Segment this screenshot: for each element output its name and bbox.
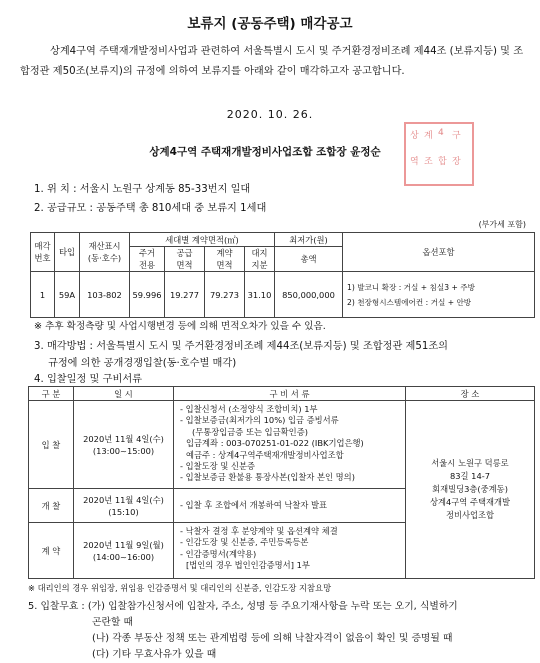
row-date-contract: 2020년 11월 9일(월) (14:00~16:00) bbox=[74, 523, 174, 579]
row-docs-open: - 입찰 후 조합에서 개봉하여 낙찰자 발표 bbox=[174, 489, 406, 523]
option-2: 2) 천장형시스템에어컨 : 거실 + 안방 bbox=[347, 297, 472, 307]
section-method-2: 규정에 의한 공개경쟁입찰(동·호수별 매각) bbox=[48, 358, 237, 369]
header-datetime: 일 시 bbox=[74, 387, 174, 401]
header-documents: 구 비 서 류 bbox=[174, 387, 406, 401]
section-location: 1. 위 치 : 서울시 노원구 상계동 85-33번지 일대 bbox=[34, 184, 251, 195]
cell-exclusive: 59.996 bbox=[130, 272, 165, 318]
notice-date: 2020. 10. 26. bbox=[226, 108, 314, 121]
cell-place: 서울시 노원구 덕릉로 83길 14-7 회재빌딩3층(중계동) 상계4구역 주택재개발 정비사업조합 bbox=[406, 401, 535, 579]
cell-contract: 79.273 bbox=[205, 272, 245, 318]
intro-paragraph: 상계4구역 주택재개발정비사업과 관련하여 서울특별시 도시 및 주거환경정비조례 제44조 (보류지등) 및 조합정관 제50조(보류지)의 규정에 의하여 보류지를 아래와 같이 매각하고자 공고합니다. bbox=[20, 46, 524, 77]
section-supply: 2. 공급규모 : 공동주택 총 810세대 중 보류지 1세대 bbox=[34, 203, 267, 214]
option-1: 1) 발코니 확장 : 거실 + 침실3 + 주방 bbox=[347, 282, 475, 292]
section-invalid-3: (나) 각종 부동산 정책 또는 관계법령 등에 의해 낙찰자격이 없음이 확인 및 증명될 때 bbox=[92, 633, 453, 644]
cell-type: 59A bbox=[55, 272, 80, 318]
header-sale-no: 매각 번호 bbox=[31, 233, 55, 272]
notice-title: 보류지 (공동주택) 매각공고 bbox=[187, 16, 353, 32]
header-supply: 공급 면적 bbox=[165, 247, 205, 272]
row-docs-contract: - 낙찰자 결정 후 분양계약 및 옵션계약 체결 - 인감도장 및 신분증, 주민등록등본 - 인감증명서(계약용) [법인의 경우 법인인감증명서] 1부 bbox=[174, 523, 406, 579]
header-area: 세대별 계약면적(㎡) bbox=[130, 233, 275, 247]
header-contract: 계약 면적 bbox=[205, 247, 245, 272]
sale-item-table bbox=[30, 232, 535, 318]
cell-no: 1 bbox=[31, 272, 55, 318]
header-price: 최저가(원) bbox=[275, 233, 343, 247]
proxy-note: ※ 대리인의 경우 위임장, 위임용 인감증명서 및 대리인의 신분증, 인감도장 지참요망 bbox=[28, 583, 332, 593]
row-label-bid: 입 찰 bbox=[29, 401, 74, 489]
section-method-1: 3. 매각방법 : 서울특별시 도시 및 주거환경정비조례 제44조(보류지등) 및 조합정관 제51조의 bbox=[34, 341, 449, 352]
cell-land: 31.10 bbox=[245, 272, 275, 318]
vat-note: (부가세 포함) bbox=[478, 220, 526, 229]
header-address: 재산표시 (동·호수) bbox=[80, 233, 130, 272]
row-date-open: 2020년 11월 4일(수) (15:10) bbox=[74, 489, 174, 523]
section-invalid-1: 5. 입찰무효 : (가) 입찰참가신청서에 입찰자, 주소, 성명 등 주요기재사항을 누락 또는 오기, 식별하기 bbox=[28, 601, 458, 612]
header-total: 총액 bbox=[275, 247, 343, 272]
header-exclusive: 주거 전용 bbox=[130, 247, 165, 272]
area-note: ※ 추후 확정측량 및 사업시행변경 등에 의해 면적오차가 있을 수 있음. bbox=[34, 321, 326, 332]
header-type: 타입 bbox=[55, 233, 80, 272]
cell-options bbox=[343, 272, 535, 318]
row-label-contract: 계 약 bbox=[29, 523, 74, 579]
schedule-table bbox=[28, 386, 535, 579]
cell-address: 103-802 bbox=[80, 272, 130, 318]
row-date-bid: 2020년 11월 4일(수) (13:00~15:00) bbox=[74, 401, 174, 489]
header-land: 대지 지분 bbox=[245, 247, 275, 272]
cell-price: 850,000,000 bbox=[275, 272, 343, 318]
cell-supply: 19.277 bbox=[165, 272, 205, 318]
section-invalid-2: 곤란할 때 bbox=[92, 617, 133, 628]
row-docs-bid: - 입찰신청서 (소정양식 조합비치) 1부 - 입찰보증금(최저가의 10%) 입금 증빙서류 (무통장입금증 또는 입금확인증) 입금계좌 : 003-070251-01-022 (IBK기업은행) 예금주 : 상계4구역주택재개발정비사업조합 - 입찰도장 및 신분증 - 입찰보증금 환불용 통장사본(입찰자 본인 명의) bbox=[174, 401, 406, 489]
official-seal: 상 계 4 구 역 조 합 장 bbox=[404, 122, 474, 186]
organization-signature: 상계4구역 주택재개발정비사업조합 조합장 윤정순 bbox=[149, 146, 381, 158]
header-place: 장 소 bbox=[406, 387, 535, 401]
section-invalid-4: (다) 기타 무효사유가 있을 때 bbox=[92, 649, 217, 660]
header-options: 옵션포함 bbox=[343, 233, 535, 272]
header-division: 구 분 bbox=[29, 387, 74, 401]
row-label-open: 개 찰 bbox=[29, 489, 74, 523]
section-schedule: 4. 입찰일정 및 구비서류 bbox=[34, 374, 143, 385]
